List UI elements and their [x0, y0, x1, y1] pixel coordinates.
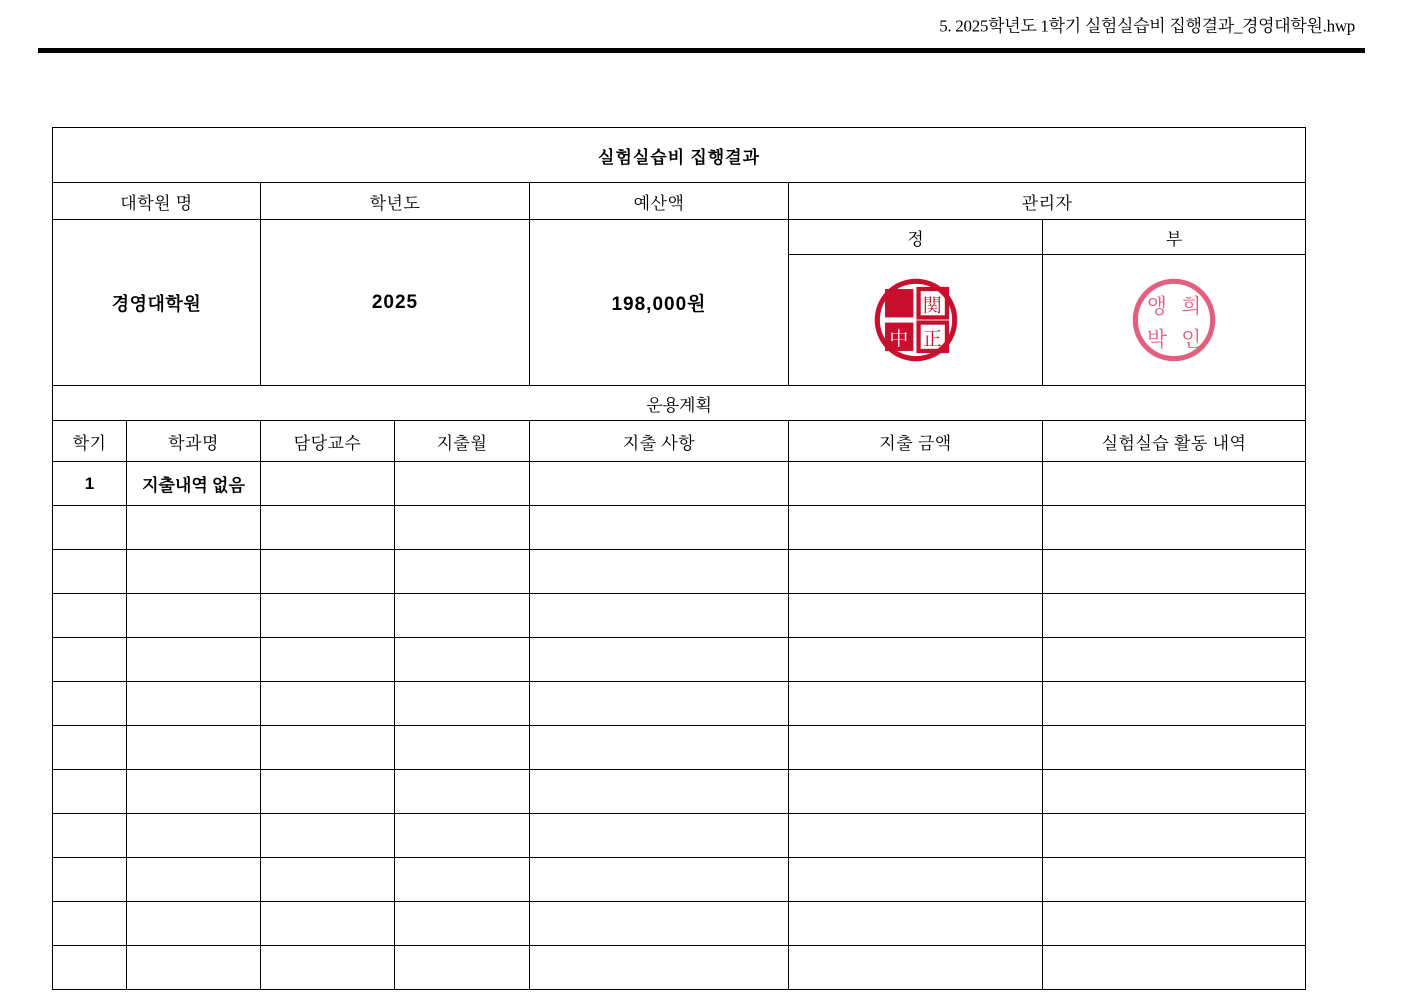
cell-activity	[1043, 902, 1306, 946]
cell-activity	[1043, 726, 1306, 770]
table-row	[53, 770, 1306, 814]
cell-semester	[53, 638, 127, 682]
col-header-semester: 학기	[53, 421, 127, 462]
cell-activity	[1043, 858, 1306, 902]
cell-details	[530, 770, 789, 814]
manager-subheader-row	[53, 220, 1306, 255]
document-header	[0, 0, 1403, 60]
cell-semester	[53, 770, 127, 814]
cell-month	[395, 682, 530, 726]
cell-department	[127, 594, 261, 638]
cell-month	[395, 770, 530, 814]
value-graduate-school	[53, 220, 261, 386]
cell-amount	[789, 638, 1043, 682]
cell-month	[395, 946, 530, 990]
cell-activity	[1043, 462, 1306, 506]
table-row	[53, 682, 1306, 726]
cell-semester	[53, 550, 127, 594]
cell-details	[530, 594, 789, 638]
cell-details	[530, 638, 789, 682]
cell-amount	[789, 814, 1043, 858]
cell-professor	[261, 726, 395, 770]
cell-professor	[261, 770, 395, 814]
cell-department	[127, 902, 261, 946]
cell-month	[395, 858, 530, 902]
cell-amount	[789, 858, 1043, 902]
cell-professor	[261, 462, 395, 506]
info-header-row	[53, 183, 1306, 220]
cell-semester	[53, 682, 127, 726]
cell-amount	[789, 682, 1043, 726]
table-row	[53, 462, 1306, 506]
table-row	[53, 550, 1306, 594]
primary-seal-cell	[789, 255, 1043, 386]
cell-department	[127, 814, 261, 858]
cell-month	[395, 506, 530, 550]
col-header-details: 지출 사항	[530, 421, 789, 462]
primary-manager-seal-icon	[873, 277, 959, 363]
svg-text:인: 인	[1181, 326, 1202, 351]
cell-details	[530, 726, 789, 770]
table-row	[53, 858, 1306, 902]
cell-amount	[789, 770, 1043, 814]
cell-details	[530, 946, 789, 990]
cell-semester	[53, 858, 127, 902]
cell-month	[395, 594, 530, 638]
cell-professor	[261, 814, 395, 858]
svg-text:正: 正	[922, 327, 942, 350]
graduate-school-text: 경영대학원	[111, 293, 202, 314]
cell-semester	[53, 814, 127, 858]
cell-semester	[53, 594, 127, 638]
cell-activity	[1043, 814, 1306, 858]
cell-amount	[789, 462, 1043, 506]
cell-details	[530, 858, 789, 902]
header-budget: 예산액	[530, 183, 789, 220]
cell-department	[127, 726, 261, 770]
cell-activity	[1043, 594, 1306, 638]
cell-department	[127, 946, 261, 990]
cell-department: 지출내역 없음	[127, 462, 261, 506]
cell-month	[395, 814, 530, 858]
header-divider	[38, 48, 1365, 53]
deputy-manager-seal-icon	[1131, 277, 1217, 363]
cell-month	[395, 902, 530, 946]
svg-text:박: 박	[1146, 326, 1167, 351]
header-manager-deputy: 부	[1043, 220, 1306, 255]
cell-amount	[789, 902, 1043, 946]
cell-semester	[53, 726, 127, 770]
col-header-department: 학과명	[127, 421, 261, 462]
cell-amount	[789, 550, 1043, 594]
value-year	[261, 220, 530, 386]
svg-text:中: 中	[888, 327, 908, 350]
svg-text:앵: 앵	[1146, 294, 1167, 319]
cell-details	[530, 506, 789, 550]
cell-amount	[789, 594, 1043, 638]
cell-details	[530, 550, 789, 594]
table-row	[53, 594, 1306, 638]
col-header-amount: 지출 금액	[789, 421, 1043, 462]
cell-semester	[53, 902, 127, 946]
cell-month	[395, 550, 530, 594]
deputy-seal-cell	[1043, 255, 1306, 386]
cell-activity	[1043, 682, 1306, 726]
document-title: 실험실습비 집행결과	[53, 128, 1306, 183]
cell-details	[530, 902, 789, 946]
cell-month	[395, 638, 530, 682]
cell-department	[127, 682, 261, 726]
header-manager: 관리자	[789, 183, 1306, 220]
file-name-label: 5. 2025학년도 1학기 실험실습비 집행결과_경영대학원.hwp	[939, 16, 1355, 36]
col-header-activity: 실험실습 활동 내역	[1043, 421, 1306, 462]
cell-department	[127, 638, 261, 682]
cell-semester	[53, 506, 127, 550]
col-header-month: 지출월	[395, 421, 530, 462]
cell-semester: 1	[53, 462, 127, 506]
cell-semester	[53, 946, 127, 990]
cell-professor	[261, 902, 395, 946]
cell-month	[395, 462, 530, 506]
cell-activity	[1043, 770, 1306, 814]
cell-professor	[261, 946, 395, 990]
cell-activity	[1043, 638, 1306, 682]
table-row	[53, 946, 1306, 990]
header-manager-primary: 정	[789, 220, 1043, 255]
cell-details	[530, 462, 789, 506]
table-row	[53, 814, 1306, 858]
cell-professor	[261, 550, 395, 594]
header-graduate-school: 대학원 명	[53, 183, 261, 220]
cell-amount	[789, 726, 1043, 770]
cell-professor	[261, 594, 395, 638]
year-text: 2025	[371, 291, 419, 313]
cell-professor	[261, 682, 395, 726]
budget-text: 198,000원	[611, 294, 707, 315]
report-sheet	[52, 127, 1305, 990]
cell-details	[530, 814, 789, 858]
cell-amount	[789, 506, 1043, 550]
cell-activity	[1043, 550, 1306, 594]
cell-amount	[789, 946, 1043, 990]
header-year: 학년도	[261, 183, 530, 220]
cell-professor	[261, 506, 395, 550]
cell-professor	[261, 858, 395, 902]
cell-department	[127, 858, 261, 902]
cell-department	[127, 770, 261, 814]
svg-text:희: 희	[1181, 294, 1202, 319]
cell-activity	[1043, 946, 1306, 990]
table-row	[53, 902, 1306, 946]
value-budget	[530, 220, 789, 386]
table-row	[53, 726, 1306, 770]
cell-activity	[1043, 506, 1306, 550]
execution-result-table	[52, 127, 1306, 990]
cell-details	[530, 682, 789, 726]
svg-text:関: 関	[922, 294, 942, 317]
plan-section-row	[53, 386, 1306, 421]
title-row	[53, 128, 1306, 183]
column-header-row	[53, 421, 1306, 462]
cell-month	[395, 726, 530, 770]
cell-department	[127, 506, 261, 550]
cell-department	[127, 550, 261, 594]
table-row	[53, 638, 1306, 682]
cell-professor	[261, 638, 395, 682]
plan-section-title: 운용계획	[53, 386, 1306, 421]
col-header-professor: 담당교수	[261, 421, 395, 462]
table-row	[53, 506, 1306, 550]
